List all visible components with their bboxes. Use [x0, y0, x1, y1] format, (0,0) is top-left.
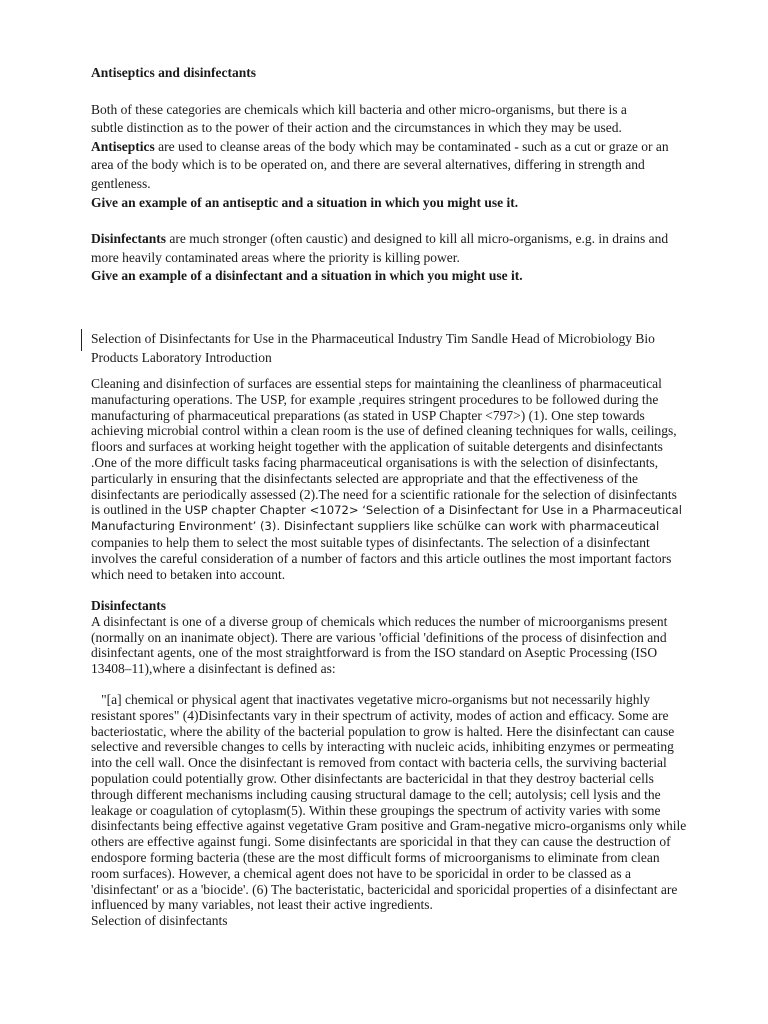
antiseptics-term: Antiseptics — [91, 138, 155, 154]
usp-chapter-reference: USP chapter Chapter <1072> ‘Selection of a Disinfectant for Use in a Pharmaceutical — [184, 503, 683, 518]
paragraph-line: "[a] chemical or physical agent that inactivates vegetative micro-organisms but not necessarily highly — [91, 692, 650, 707]
paragraph-line — [91, 502, 711, 519]
paragraph-line: influenced by many variables, not least their active ingredients. — [91, 897, 433, 913]
antiseptics-text: are used to cleanse areas of the body which may be contaminated - such as a cut or graze or an — [154, 138, 669, 154]
paragraph-line: particularly in ensuring that the disinfectants selected are appropriate and that the effectiveness of the — [91, 470, 639, 486]
antiseptics-line: area of the body which is to be operated on, and there are several alternatives, differing in strength and — [91, 157, 645, 173]
paragraph-line: bacteriostatic, where the ability of the bacterial population to grow is halted. Here the disinfectant can cause — [91, 723, 675, 739]
paragraph-line: achieving microbial control within a clean room is the use of defined cleaning techniques for walls, ceilings, — [91, 423, 677, 439]
disinfectants-line: more heavily contaminated areas where the priority is killing power. — [91, 249, 460, 265]
paragraph-line: into the cell wall. Once the disinfectant is removed from contact with bacteria cells, the surviving bacterial — [91, 755, 667, 771]
disinfectants-term: Disinfectants — [91, 231, 166, 247]
paragraph-line: involves the careful consideration of a number of factors and this article outlines the most important factors — [91, 550, 672, 566]
usp-chapter-reference: Manufacturing Environment’ (3). Disinfectant suppliers like schülke can work with pharmaceutical — [91, 519, 660, 534]
next-section-heading: Selection of disinfectants — [91, 913, 228, 929]
article-heading-line: Selection of Disinfectants for Use in the Pharmaceutical Industry Tim Sandle Head of Microbiology Bio — [91, 331, 655, 346]
question-antiseptic: Give an example of an antiseptic and a situation in which you might use it. — [91, 194, 519, 210]
paragraph-line: selective and reversible changes to cells by interacting with nucleic acids, inhibiting enzymes or permeating — [91, 739, 674, 755]
paragraph-line: population could potentially grow. Other disinfectants are bactericidal in that they destroy bacterial cells — [91, 770, 654, 786]
intro-line: subtle distinction as to the power of their action and the circumstances in which they may be used. — [91, 120, 622, 136]
paragraph-line: room surfaces). However, a chemical agent does not have to be sporicidal in order to be classed as a — [91, 865, 632, 881]
intro-line: Both of these categories are chemicals which kill bacteria and other micro-organisms, but there is a — [91, 101, 627, 117]
disinfectants-paragraph — [91, 230, 711, 249]
introduction-paragraph — [91, 376, 711, 582]
section-title: Antiseptics and disinfectants — [91, 65, 257, 80]
disinfectants-text: are much stronger (often caustic) and designed to kill all micro-organisms, e.g. in drains and — [166, 231, 669, 247]
article-heading-line: Products Laboratory Introduction — [91, 349, 272, 365]
paragraph-line: endospore forming bacteria (these are the most difficult forms of microorganisms to eliminate from clean — [91, 849, 660, 865]
paragraph-line: 'disinfectant' or as a 'biocide'. (6) The bacteristatic, bactericidal and sporicidal properties of a disinfectant are — [91, 881, 678, 897]
question-disinfectant: Give an example of a disinfectant and a situation in which you might use it. — [91, 268, 523, 284]
definition-paragraph — [91, 692, 711, 929]
paragraph-line: others are effective against fungi. Some disinfectants are sporicidal in that they can cause the destruction of — [91, 834, 671, 850]
paragraph-line: Cleaning and disinfection of surfaces are essential steps for maintaining the cleanliness of pharmaceutical — [91, 376, 662, 391]
paragraph-text: is outlined in the — [91, 502, 185, 518]
disinfectants-section — [91, 598, 711, 677]
paragraph-line: resistant spores" (4)Disinfectants vary in their spectrum of activity, modes of action and efficacy. Some are — [91, 707, 669, 723]
paragraph-line: disinfectants being effective against vegetative Gram positive and Gram-negative micro-organisms only while — [91, 818, 687, 834]
paragraph-line: through different mechanisms including causing structural damage to the cell; autolysis; cell lysis and the — [91, 786, 661, 802]
paragraph-line: companies to help them to select the most suitable types of disinfectants. The selection of a disinfectant — [91, 534, 650, 550]
paragraph-line: which need to betaken into account. — [91, 566, 286, 582]
paragraph-line: manufacturing operations. The USP, for example ,requires stringent procedures to be followed during the — [91, 391, 659, 407]
antiseptics-paragraph — [91, 138, 711, 157]
antiseptics-section — [91, 64, 711, 286]
article-heading — [91, 330, 711, 367]
antiseptics-line: gentleness. — [91, 175, 151, 191]
paragraph-line: A disinfectant is one of a diverse group of chemicals which reduces the number of microorganisms present — [91, 613, 668, 629]
disinfectants-heading: Disinfectants — [91, 598, 166, 613]
paragraph-line: floors and surfaces at working height together with the application of suitable detergents and disinfectants — [91, 439, 663, 455]
paragraph-line: (normally on an inanimate object). There are various 'official 'definitions of the process of disinfection and — [91, 629, 667, 645]
paragraph-line: leakage or coagulation of cytoplasm(5). Within these groupings the spectrum of activity varies with some — [91, 802, 661, 818]
paragraph-line: .One of the more difficult tasks facing pharmaceutical organisations is with the selection of disinfectants, — [91, 454, 659, 470]
paragraph-line: manufacturing of pharmaceutical preparations (as stated in USP Chapter <797>) (1). One step towards — [91, 407, 645, 423]
paragraph-line: 13408–11),where a disinfectant is defined as: — [91, 661, 336, 677]
text-cursor — [81, 329, 82, 351]
paragraph-line: disinfectants are periodically assessed (2).The need for a scientific rationale for the selection of disinfectants — [91, 486, 677, 502]
paragraph-line: disinfectant agents, one of the most straightforward is from the ISO standard on Aseptic Processing (ISO — [91, 645, 658, 661]
